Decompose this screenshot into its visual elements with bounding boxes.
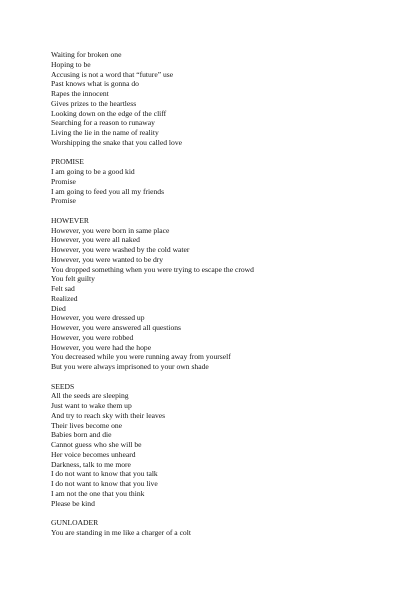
poem-line: All the seeds are sleeping [51,391,129,401]
poem-line: Felt sad [51,284,75,293]
poem-line: Living the lie in the name of reality [51,128,159,137]
poem-text [51,50,381,547]
poem-title: PROMISE [51,157,84,167]
poem-line: Realized [51,293,78,303]
poem-line: However, you were answered all questions [51,323,182,332]
poem-line: Cannot guess who she will be [51,440,142,449]
poem-line: However, you were dressed up [51,313,145,323]
poem-line: Promise [51,176,76,186]
poem-line: I do not want to know that you live [51,479,158,488]
poem-line: You are standing in me like a charger of a colt [51,527,191,537]
poem-line: Babies born and die [51,430,112,440]
poem-line: I am going to be a good kid [51,167,135,176]
poem-line: However, you were born in same place [51,225,170,235]
stanza-promise [51,157,381,206]
poem-line: Her voice becomes unheard [51,449,136,459]
poem-line: Please be kind [51,498,95,508]
poem-line: Searching for a reason to runaway [51,118,155,128]
stanza-intro [51,50,381,148]
poem-line: Worshipping the snake that you called love [51,137,182,147]
poem-line: However, you were wanted to be dry [51,254,164,264]
poem-line: You decreased while you were running away from yourself [51,352,231,362]
poem-line: Hoping to be [51,59,91,69]
poem-line: But you were always imprisoned to your own shade [51,362,209,371]
stanza-gunloader [51,518,381,538]
poem-line: However, you were all naked [51,235,140,245]
poem-line: Just want to wake them up [51,401,132,410]
poem-line: Darkness, talk to me more [51,459,131,469]
poem-line: Gives prizes to the heartless [51,98,137,108]
poem-line: Looking down on the edge of the cliff [51,108,167,118]
stanza-seeds [51,382,381,509]
poem-line: I do not want to know that you talk [51,469,158,479]
poem-line: And try to reach sky with their leaves [51,410,166,420]
poem-line: Died [51,303,66,313]
poem-title: SEEDS [51,381,75,391]
poem-line: I am not the one that you think [51,488,145,498]
poem-line: However, you were robbed [51,332,134,342]
poem-line: Waiting for broken one [51,50,122,59]
poem-line: You felt guilty [51,274,95,284]
poem-line: Rapes the innocent [51,89,109,98]
stanza-however [51,216,381,372]
poem-line: You dropped something when you were trying to escape the crowd [51,264,254,274]
poem-line: However, you were washed by the cold water [51,245,190,254]
poem-line: Promise [51,196,76,206]
poem-line: Accusing is not a word that “future” use [51,69,174,79]
poem-line: Past knows what is gonna do [51,79,139,89]
poem-line: I am going to feed you all my friends [51,186,165,196]
poem-title: HOWEVER [51,215,89,225]
poem-title: GUNLOADER [51,518,99,527]
poem-line: Their lives become one [51,420,123,430]
poem-line: However, you were had the hope [51,342,152,352]
